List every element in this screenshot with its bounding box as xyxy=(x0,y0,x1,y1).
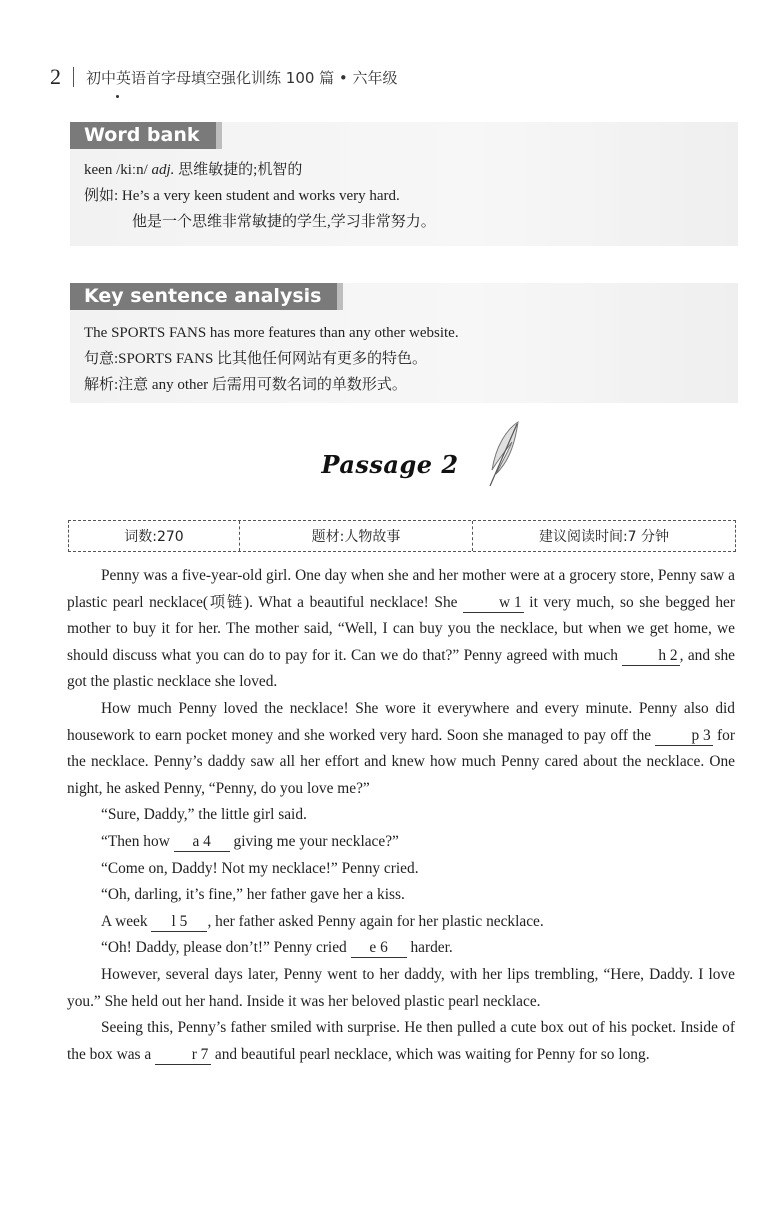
paragraph-9: However, several days later, Penny went to her daddy, with her lips trembling, “Here, Daddy. I love you.” She held out her hand. Inside it was her beloved plastic pearl necklace. xyxy=(67,965,735,1010)
decorative-dot xyxy=(116,95,119,98)
text: A week xyxy=(101,912,152,930)
example-cn: 他是一个思维非常敏捷的学生,学习非常努力。 xyxy=(132,214,436,230)
text: “Oh! Daddy, please don’t!” Penny cried xyxy=(101,939,351,957)
word-count: 词数:270 xyxy=(69,521,240,551)
example-label: 例如: xyxy=(84,188,119,204)
paragraph-10 xyxy=(67,1015,735,1068)
paragraph-1 xyxy=(67,563,735,696)
text: “Then how xyxy=(101,832,174,850)
text: , and she got the plastic necklace she loved. xyxy=(67,646,735,691)
entry-pos: adj. xyxy=(151,162,175,178)
paragraph-3: “Sure, Daddy,” the little girl said. xyxy=(101,806,307,824)
text: giving me your necklace?” xyxy=(229,832,399,850)
word-bank-example xyxy=(84,183,738,209)
passage-title xyxy=(0,450,780,479)
passage-body xyxy=(67,563,735,1068)
blank-6[interactable]: e 6 xyxy=(351,939,407,958)
text: , her father asked Penny again for her plastic necklace. xyxy=(207,912,544,930)
header-divider xyxy=(73,67,74,87)
text: for the necklace. Penny’s daddy saw all her effort and knew how much Penny cared about the necklace. One night, he asked Penny, “Penny, do you love me?” xyxy=(67,726,736,797)
topic: 题材:人物故事 xyxy=(240,521,473,551)
text: it very much, so she begged her mother to buy it for her. The mother said, “Well, I can buy you the necklace, but when we get home, we should discuss what you can do to pay for it. Can we do that?” Penny agreed with much xyxy=(67,593,735,664)
paragraph-7 xyxy=(67,909,735,936)
entry-meaning: 思维敏捷的;机智的 xyxy=(178,162,303,178)
key-sentence-analysis: 解析:注意 any other 后需用可数名词的单数形式。 xyxy=(84,377,407,393)
blank-5[interactable]: l 5 xyxy=(151,913,207,932)
paragraph-5: “Come on, Daddy! Not my necklace!” Penny cried. xyxy=(101,859,419,877)
key-sentence-translation: 句意:SPORTS FANS 比其他任何网站有更多的特色。 xyxy=(84,351,428,367)
key-sentence-text: The SPORTS FANS has more features than any other website. xyxy=(84,325,459,341)
passage-info-bar xyxy=(68,520,736,552)
blank-2[interactable]: h 2 xyxy=(622,647,679,666)
paragraph-8 xyxy=(67,935,735,962)
paragraph-4 xyxy=(67,829,735,856)
paragraph-2 xyxy=(67,696,735,802)
page-header xyxy=(50,64,398,90)
blank-3[interactable]: p 3 xyxy=(655,727,712,746)
text: How much Penny loved the necklace! She wore it everywhere and every minute. Penny also did housework to earn pocket money and she worked very hard. Soon she managed to pay off the xyxy=(67,699,735,744)
key-sentence-label: Key sentence analysis xyxy=(70,283,337,310)
word-bank-label: Word bank xyxy=(70,122,216,149)
text: and beautiful pearl necklace, which was waiting for Penny for so long. xyxy=(211,1045,650,1063)
page-number: 2 xyxy=(50,64,61,89)
paragraph-6: “Oh, darling, it’s fine,” her father gave her a kiss. xyxy=(101,886,405,904)
passage-title-text: Passage 2 xyxy=(321,450,459,479)
blank-7[interactable]: r 7 xyxy=(155,1046,211,1065)
entry-word: keen /kiːn/ xyxy=(84,162,148,178)
word-bank-entry xyxy=(84,157,738,183)
text: harder. xyxy=(406,939,453,957)
text: Penny was a five-year-old girl. One day when she and her mother were at a grocery store, Penny saw a plastic pearl necklace(项链). What a beautiful necklace! She xyxy=(67,567,735,611)
text: Seeing this, Penny’s father smiled with surprise. He then pulled a cute box out of his pocket. Inside of the box was a xyxy=(67,1019,735,1063)
book-title: 初中英语首字母填空强化训练 100 篇 • 六年级 xyxy=(86,68,398,87)
blank-4[interactable]: a 4 xyxy=(174,833,230,852)
word-bank-section xyxy=(70,122,738,246)
reading-time: 建议阅读时间:7 分钟 xyxy=(538,529,670,545)
key-sentence-section xyxy=(70,283,738,403)
blank-1[interactable]: w 1 xyxy=(463,594,524,613)
example-en: He’s a very keen student and works very hard. xyxy=(121,188,400,204)
